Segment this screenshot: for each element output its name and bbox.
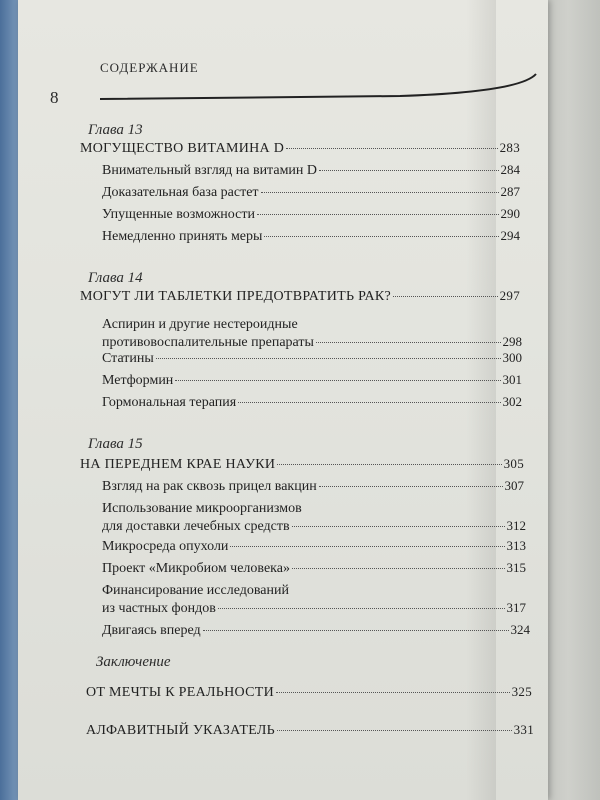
toc-entry[interactable] (102, 500, 526, 535)
dot-leader (230, 546, 504, 547)
entry-title: Двигаясь вперед (102, 623, 201, 638)
chapter-title: ОТ МЕЧТЫ К РЕАЛЬНОСТИ (86, 685, 275, 700)
chapter-title: АЛФАВИТНЫЙ УКАЗАТЕЛЬ (86, 723, 275, 738)
entry-title: Гормональная терапия (102, 395, 237, 410)
dot-leader (261, 192, 499, 193)
dot-leader (286, 148, 497, 149)
dot-leader (203, 630, 509, 631)
conclusion-title-row[interactable] (86, 684, 532, 701)
entry-title: Микросреда опухоли (102, 539, 229, 554)
toc-entry[interactable] (102, 162, 520, 179)
conclusion-label: Заключение (96, 654, 171, 670)
entry-title-line1: Аспирин и другие нестероидные (102, 317, 298, 332)
entry-title: Статины (102, 351, 154, 366)
page-ref: 297 (499, 288, 520, 303)
entry-title: Упущенные возможности (102, 207, 255, 222)
page-ref: 325 (511, 684, 532, 699)
entry-title-line1: Финансирование исследований (102, 583, 289, 598)
entry-title: Проект «Микробиом человека» (102, 561, 290, 576)
dot-leader (393, 296, 498, 297)
dot-leader (292, 568, 505, 569)
dot-leader (316, 342, 501, 343)
page-ref: 317 (506, 600, 526, 615)
entry-title-line1: Использование микроорганизмов (102, 501, 302, 516)
page-ref: 287 (500, 184, 520, 199)
toc-entry[interactable] (102, 372, 522, 389)
dot-leader (218, 608, 505, 609)
toc-entry[interactable] (102, 228, 520, 245)
dot-leader (264, 236, 498, 237)
index-title-row[interactable] (86, 722, 534, 739)
page-ref: 294 (500, 228, 520, 243)
page-ref: 298 (502, 334, 522, 349)
dot-leader (277, 464, 501, 465)
running-header-title: СОДЕРЖАНИЕ (100, 60, 199, 75)
page-ref: 331 (513, 722, 534, 737)
entry-title: Метформин (102, 373, 174, 388)
dot-leader (319, 486, 503, 487)
book-page (18, 0, 548, 800)
dot-leader (238, 402, 500, 403)
page-ref: 315 (506, 560, 526, 575)
toc-entry[interactable] (102, 478, 524, 495)
toc-entry[interactable] (102, 206, 520, 223)
entry-title: Внимательный взгляд на витамин D (102, 163, 318, 178)
chapter-title: НА ПЕРЕДНЕМ КРАЕ НАУКИ (80, 457, 276, 472)
toc-entry[interactable] (102, 622, 530, 639)
page-ref: 312 (506, 518, 526, 533)
chapter-15-title-row[interactable] (80, 456, 524, 473)
chapter-title: МОГУЩЕСТВО ВИТАМИНА D (80, 141, 285, 156)
header-rule (100, 72, 538, 102)
chapter-title: МОГУТ ЛИ ТАБЛЕТКИ ПРЕДОТВРАТИТЬ РАК? (80, 289, 392, 304)
toc-entry[interactable] (102, 350, 522, 367)
dot-leader (292, 526, 505, 527)
page-ref: 300 (502, 350, 522, 365)
page-ref: 307 (504, 478, 524, 493)
page-ref: 302 (502, 394, 522, 409)
toc-entry[interactable] (102, 560, 526, 577)
chapter-13-title-row[interactable] (80, 140, 520, 157)
page-ref: 290 (500, 206, 520, 221)
toc-entry[interactable] (102, 316, 522, 351)
page-ref: 301 (502, 372, 522, 387)
chapter-14-title-row[interactable] (80, 288, 520, 305)
chapter-13-label: Глава 13 (88, 122, 143, 138)
chapter-15-label: Глава 15 (88, 436, 143, 452)
page-ref: 283 (499, 140, 520, 155)
toc-entry[interactable] (102, 184, 520, 201)
page-ref: 313 (506, 538, 526, 553)
toc-entry[interactable] (102, 394, 522, 411)
entry-title: для доставки лечебных средств (102, 519, 290, 534)
page-ref: 324 (510, 622, 530, 637)
entry-title: Немедленно принять меры (102, 229, 263, 244)
page-number: 8 (50, 88, 59, 107)
dot-leader (257, 214, 499, 215)
dot-leader (319, 170, 498, 171)
toc-entry[interactable] (102, 538, 526, 555)
page-ref: 305 (503, 456, 524, 471)
dot-leader (175, 380, 500, 381)
toc-entry[interactable] (102, 582, 526, 617)
dot-leader (277, 730, 512, 731)
entry-title: Доказательная база растет (102, 185, 259, 200)
entry-title: Взгляд на рак сквозь прицел вакцин (102, 479, 317, 494)
page-ref: 284 (500, 162, 520, 177)
chapter-14-label: Глава 14 (88, 270, 143, 286)
entry-title: из частных фондов (102, 601, 216, 616)
dot-leader (156, 358, 501, 359)
entry-title: противовоспалительные препараты (102, 335, 314, 350)
dot-leader (276, 692, 510, 693)
